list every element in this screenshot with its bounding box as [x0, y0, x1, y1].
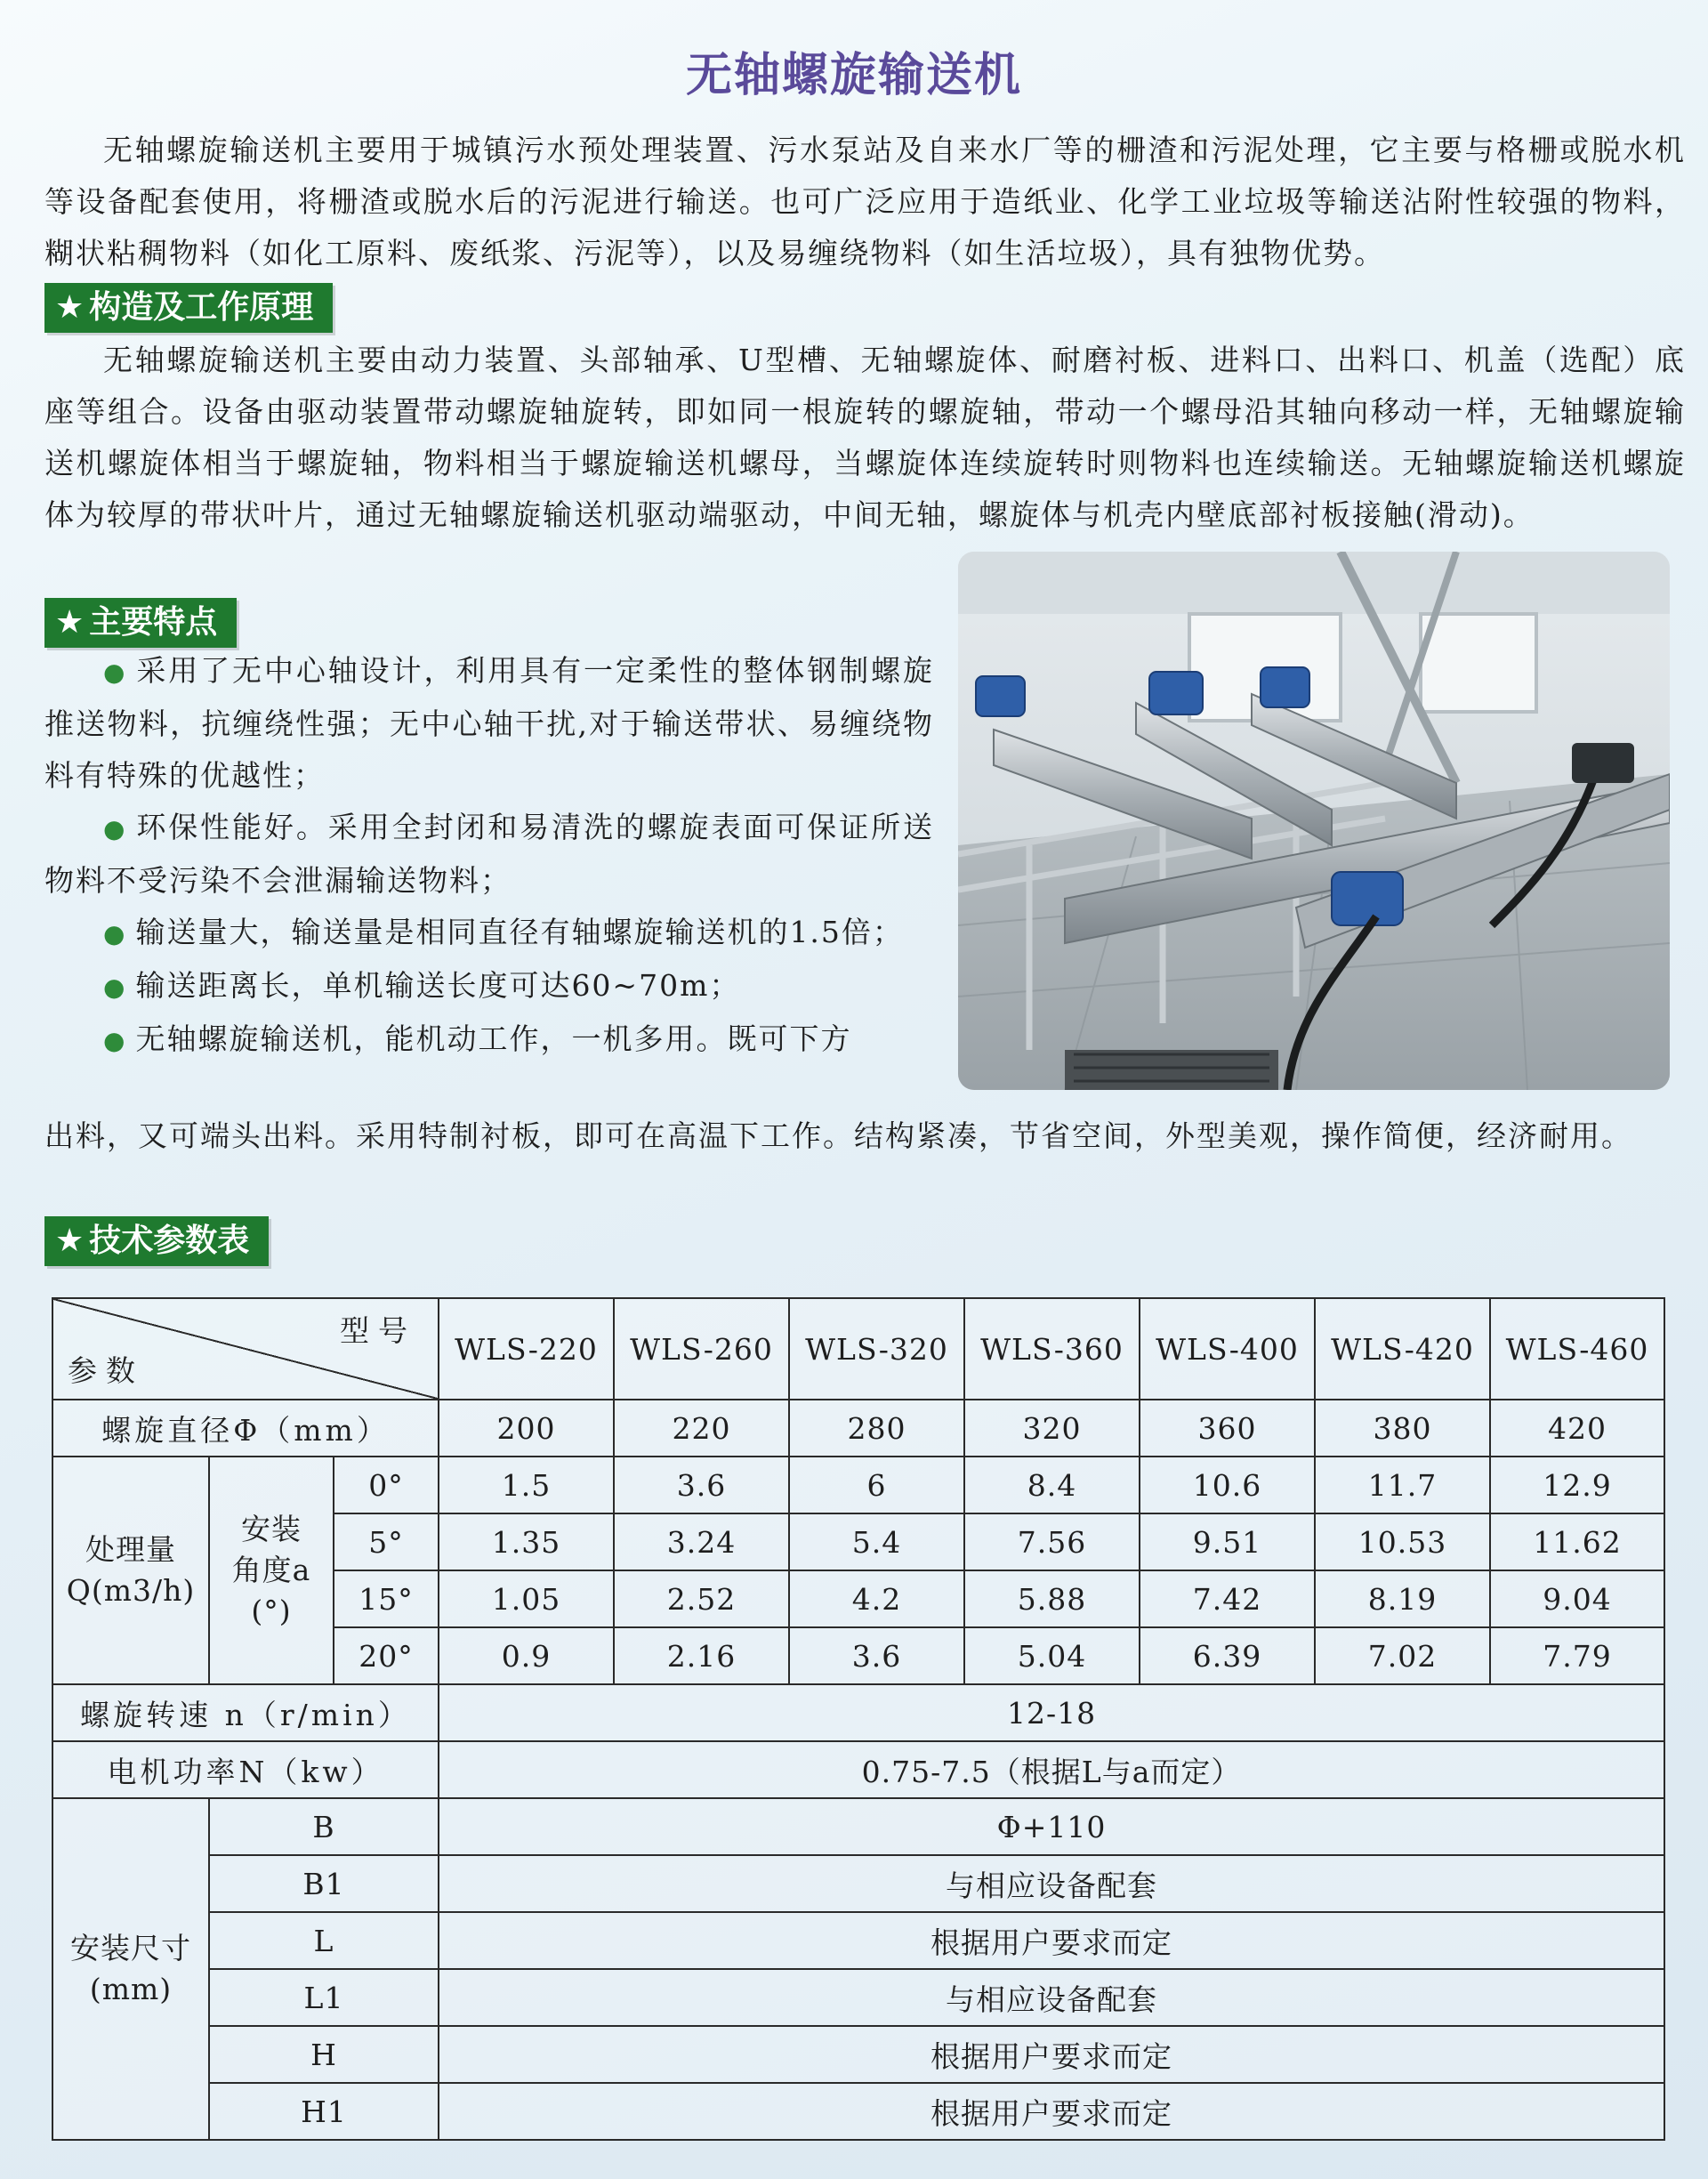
star-icon: ★ — [55, 1223, 85, 1259]
row-label-install: 安装尺寸 (mm) — [52, 1798, 209, 2140]
angle-cell: 0° — [334, 1457, 439, 1513]
table-cell: 5.04 — [964, 1627, 1140, 1684]
table-cell: 2.52 — [614, 1570, 789, 1627]
table-cell: 1.5 — [439, 1457, 614, 1513]
table-cell: 200 — [439, 1400, 614, 1457]
bullet-dot-icon: ● — [103, 814, 128, 843]
table-cell: 5.4 — [789, 1513, 964, 1570]
table-row — [52, 2083, 1664, 2140]
model-header: WLS-360 — [964, 1298, 1140, 1400]
row-label-angle: 安装 角度a (°) — [209, 1457, 334, 1684]
section-heading-features — [44, 598, 237, 648]
bullet-dot-icon: ● — [103, 919, 127, 948]
table-cell: 与相应设备配套 — [439, 1969, 1664, 2026]
table-cell: 5.88 — [964, 1570, 1140, 1627]
table-cell: 与相应设备配套 — [439, 1855, 1664, 1912]
table-cell: 9.04 — [1490, 1570, 1664, 1627]
table-cell: 12.9 — [1490, 1457, 1664, 1513]
table-row — [52, 2026, 1664, 2083]
feature-item: ● 环保性能好。采用全封闭和易清洗的螺旋表面可保证所送物料不受污染不会泄漏输送物料； — [44, 810, 935, 898]
install-key-cell: H — [209, 2026, 439, 2083]
table-cell: 320 — [964, 1400, 1140, 1457]
bullet-dot-icon: ● — [103, 972, 127, 1002]
table-cell: 12-18 — [439, 1684, 1664, 1741]
conveyor-photo — [958, 552, 1670, 1090]
install-key-cell: L — [209, 1912, 439, 1969]
table-cell: 6 — [789, 1457, 964, 1513]
page-title: 无轴螺旋输送机 — [685, 48, 1022, 102]
table-cell: 11.62 — [1490, 1513, 1664, 1570]
row-label-capacity: 处理量 Q(m3/h) — [52, 1457, 209, 1684]
table-row — [52, 1684, 1664, 1741]
table-cell: 3.6 — [614, 1457, 789, 1513]
table-row — [52, 1741, 1664, 1798]
table-cell: 420 — [1490, 1400, 1664, 1457]
table-cell: 8.4 — [964, 1457, 1140, 1513]
angle-cell: 5° — [334, 1513, 439, 1570]
table-cell: 7.56 — [964, 1513, 1140, 1570]
model-header: WLS-260 — [614, 1298, 789, 1400]
model-header: WLS-400 — [1140, 1298, 1315, 1400]
table-cell: 7.42 — [1140, 1570, 1315, 1627]
model-header: WLS-460 — [1490, 1298, 1664, 1400]
bullet-dot-icon: ● — [103, 1026, 127, 1055]
install-key-cell: H1 — [209, 2083, 439, 2140]
section-heading-label: 技术参数表 — [89, 1223, 250, 1259]
table-cell: 7.02 — [1315, 1627, 1490, 1684]
table-corner-cell — [52, 1298, 439, 1400]
star-icon: ★ — [55, 289, 85, 326]
table-cell: 2.16 — [614, 1627, 789, 1684]
table-cell: 1.05 — [439, 1570, 614, 1627]
table-row — [52, 1457, 1664, 1513]
spec-table — [52, 1297, 1665, 2141]
section-heading-structure — [44, 283, 333, 333]
feature-item: ● 无轴螺旋输送机，能机动工作，一机多用。既可下方 — [103, 1021, 852, 1056]
table-cell: 3.6 — [789, 1627, 964, 1684]
section-heading-specs — [44, 1216, 269, 1266]
bullet-dot-icon: ● — [103, 658, 128, 687]
model-header: WLS-420 — [1315, 1298, 1490, 1400]
table-row — [52, 1798, 1664, 1855]
table-cell: 11.7 — [1315, 1457, 1490, 1513]
feature-item: ● 采用了无中心轴设计，利用具有一定柔性的整体钢制螺旋推送物料，抗缠绕性强；无中心轴干扰,对于输送带状、易缠绕物料有特殊的优越性； — [44, 653, 935, 793]
row-label-power: 电机功率N（kw） — [52, 1741, 439, 1798]
feature-item-continuation: 出料，又可端头出料。采用特制衬板，即可在高温下工作。结构紧凑，节省空间，外型美观，操作简便，经济耐用。 — [44, 1118, 1632, 1153]
corner-param-label: 参数 — [68, 1353, 144, 1388]
table-cell: 6.39 — [1140, 1627, 1315, 1684]
table-cell: 根据用户要求而定 — [439, 2026, 1664, 2083]
table-cell: 0.75-7.5（根据L与a而定） — [439, 1741, 1664, 1798]
table-cell: 根据用户要求而定 — [439, 1912, 1664, 1969]
section-heading-label: 构造及工作原理 — [89, 289, 314, 326]
table-row — [52, 1400, 1664, 1457]
row-label-speed: 螺旋转速 n（r/min） — [52, 1684, 439, 1741]
table-cell: 380 — [1315, 1400, 1490, 1457]
structure-paragraph: 无轴螺旋输送机主要由动力装置、头部轴承、U型槽、无轴螺旋体、耐磨衬板、进料口、出料口、机盖（选配）底座等组合。设备由驱动装置带动螺旋轴旋转，即如同一根旋转的螺旋轴，带动一个螺母沿其轴向移动一样，无轴螺旋输送机螺旋体相当于螺旋轴，物料相当于螺旋输送机螺母，当螺旋体连续旋转时则物料也连续输送。无轴螺旋输送机螺旋体为较厚的带状叶片，通过无轴螺旋输送机驱动端驱动，中间无轴，螺旋体与机壳内壁底部衬板接触(滑动)。 — [44, 343, 1686, 532]
table-row — [52, 1855, 1664, 1912]
model-header: WLS-320 — [789, 1298, 964, 1400]
table-header-row — [52, 1298, 1664, 1400]
install-key-cell: B — [209, 1798, 439, 1855]
table-cell: 1.35 — [439, 1513, 614, 1570]
section-heading-label: 主要特点 — [89, 604, 218, 641]
angle-cell: 15° — [334, 1570, 439, 1627]
conveyor-illustration — [958, 552, 1670, 1090]
intro-paragraph: 无轴螺旋输送机主要用于城镇污水预处理装置、污水泵站及自来水厂等的栅渣和污泥处理，它主要与格栅或脱水机等设备配套使用，将栅渣或脱水后的污泥进行输送。也可广泛应用于造纸业、化学工业垃圾等输送沾附性较强的物料，糊状粘稠物料（如化工原料、废纸浆、污泥等），以及易缠绕物料（如生活垃圾），具有独物优势。 — [44, 133, 1686, 270]
table-cell: 9.51 — [1140, 1513, 1315, 1570]
model-header: WLS-220 — [439, 1298, 614, 1400]
feature-item: ● 输送量大，输送量是相同直径有轴螺旋输送机的1.5倍； — [103, 915, 904, 949]
install-key-cell: B1 — [209, 1855, 439, 1912]
feature-item: ● 输送距离长，单机输送长度可达60~70m； — [103, 968, 741, 1003]
table-row — [52, 1969, 1664, 2026]
table-cell: 280 — [789, 1400, 964, 1457]
table-cell: 0.9 — [439, 1627, 614, 1684]
table-cell: 4.2 — [789, 1570, 964, 1627]
row-label-diameter: 螺旋直径Φ（mm） — [52, 1400, 439, 1457]
star-icon: ★ — [55, 604, 85, 641]
table-cell: Φ+110 — [439, 1798, 1664, 1855]
feature-list — [44, 645, 934, 1067]
table-cell: 7.79 — [1490, 1627, 1664, 1684]
table-row — [52, 1912, 1664, 1969]
table-cell: 3.24 — [614, 1513, 789, 1570]
table-cell: 根据用户要求而定 — [439, 2083, 1664, 2140]
table-cell: 10.53 — [1315, 1513, 1490, 1570]
corner-model-label: 型号 — [340, 1313, 417, 1348]
table-cell: 10.6 — [1140, 1457, 1315, 1513]
table-cell: 220 — [614, 1400, 789, 1457]
table-cell: 8.19 — [1315, 1570, 1490, 1627]
install-key-cell: L1 — [209, 1969, 439, 2026]
angle-cell: 20° — [334, 1627, 439, 1684]
table-cell: 360 — [1140, 1400, 1315, 1457]
